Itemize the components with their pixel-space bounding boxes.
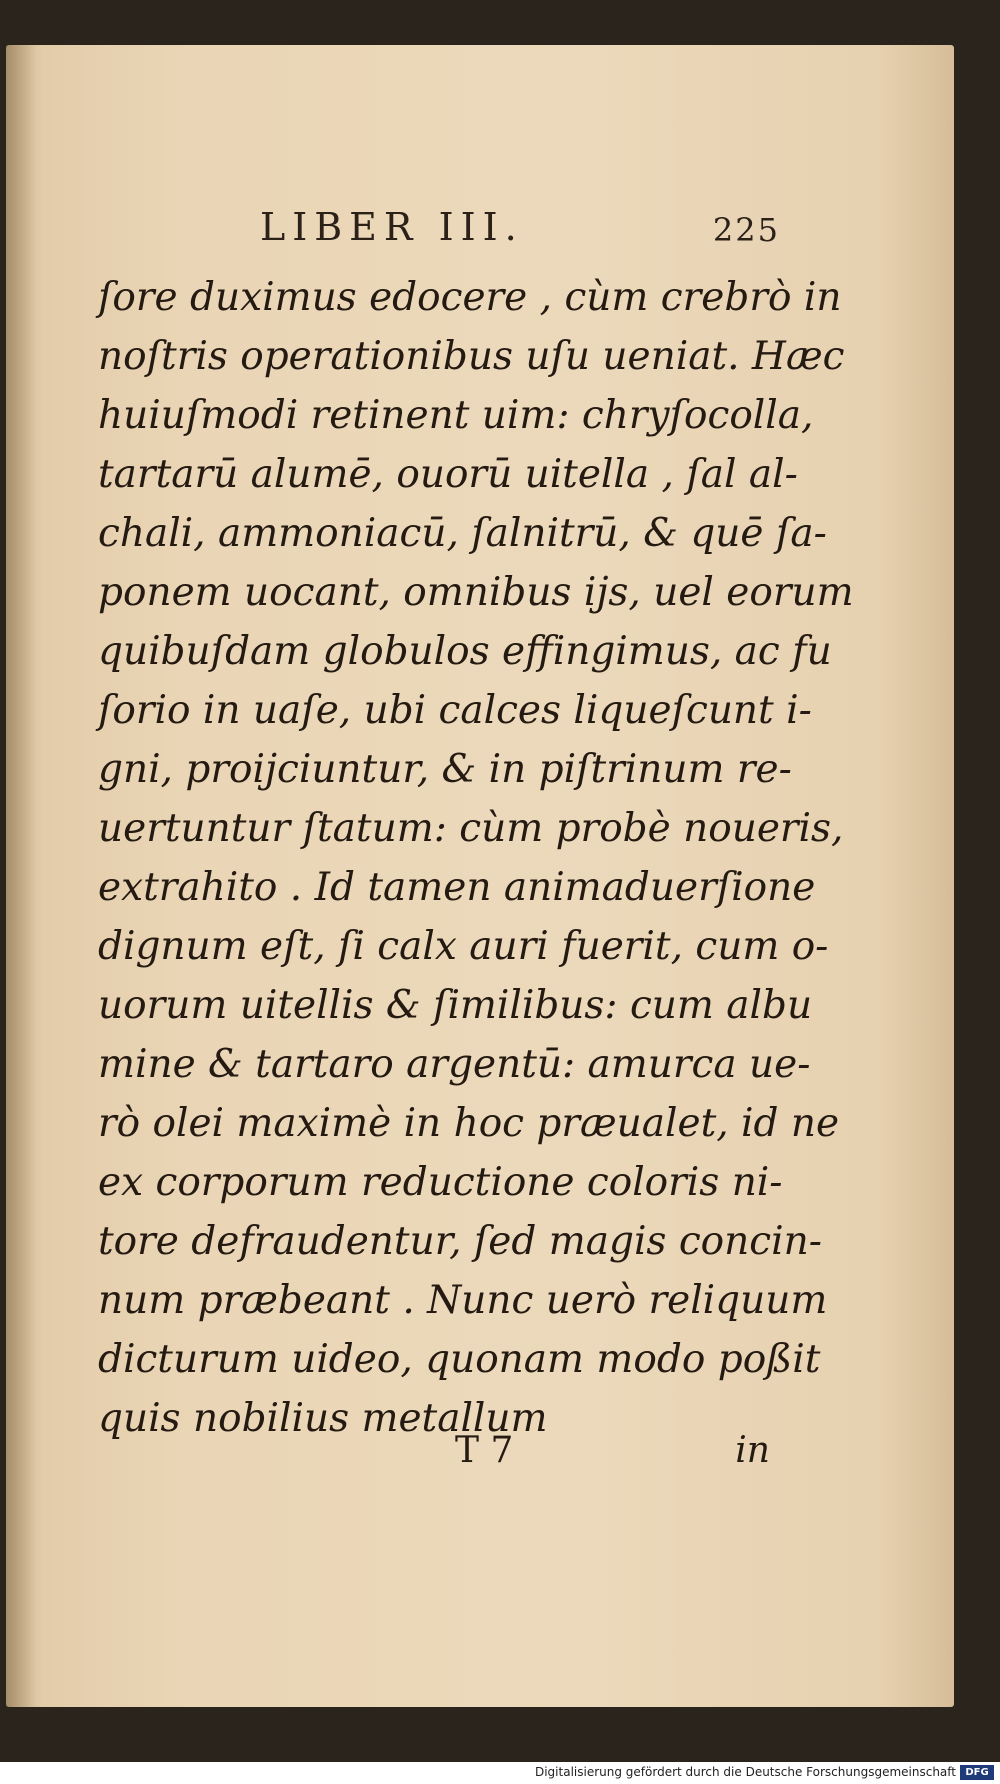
text-line: ex corporum reductione coloris ni- bbox=[98, 1160, 783, 1205]
page-number: 225 bbox=[712, 211, 780, 249]
text-line: uertuntur ſtatum: cùm probè noueris, bbox=[98, 806, 844, 851]
text-line: tore defraudentur, ſed magis concin- bbox=[98, 1219, 822, 1264]
footer-bar bbox=[0, 1762, 1000, 1784]
text-line: gni, proijciuntur, & in piſtrinum re- bbox=[98, 747, 792, 792]
text-line: quis nobilius metallum bbox=[98, 1396, 548, 1441]
text-line: noſtris operationibus uſu ueniat. Hæc bbox=[98, 334, 845, 379]
text-line: extrahito . Id tamen animaduerſione bbox=[98, 865, 816, 910]
text-line: ſore duximus edocere , cùm crebrò in bbox=[98, 275, 842, 320]
text-line: tartarū alumē, ouorū uitella , ſal al- bbox=[98, 452, 798, 497]
signature-mark: T 7 bbox=[455, 1430, 514, 1471]
text-line: quibuſdam globulos effingimus, ac fu bbox=[98, 629, 832, 674]
text-line: mine & tartaro argentū: amurca ue- bbox=[98, 1042, 811, 1087]
running-head bbox=[260, 205, 780, 265]
signature-line bbox=[440, 1430, 770, 1490]
text-line: ſorio in uaſe, ubi calces liqueſcunt i- bbox=[98, 688, 812, 733]
text-line: dignum eſt, ſi calx auri fuerit, cum o- bbox=[98, 924, 829, 969]
text-line: ponem uocant, omnibus ijs, uel eorum bbox=[98, 570, 854, 615]
text-line: dicturum uideo, quonam modo poßit bbox=[98, 1337, 821, 1382]
dfg-logo: DFG bbox=[960, 1765, 994, 1780]
text-line: uorum uitellis & ſimilibus: cum albu bbox=[98, 983, 813, 1028]
body-text bbox=[98, 268, 854, 1448]
text-line: num præbeant . Nunc uerò reliquum bbox=[98, 1278, 828, 1323]
digitization-credit: Digitalisierung gefördert durch die Deutsche Forschungsgemeinschaft bbox=[534, 1765, 956, 1779]
page-binding-shadow bbox=[6, 45, 36, 1707]
catchword: in bbox=[735, 1430, 770, 1471]
text-line: rò olei maximè in hoc præualet, id ne bbox=[98, 1101, 840, 1146]
text-line: huiuſmodi retinent uim: chryſocolla, bbox=[98, 393, 814, 438]
text-line: chali, ammoniacū, ſalnitrū, & quē ſa- bbox=[98, 511, 827, 556]
running-title: LIBER III. bbox=[260, 205, 524, 249]
